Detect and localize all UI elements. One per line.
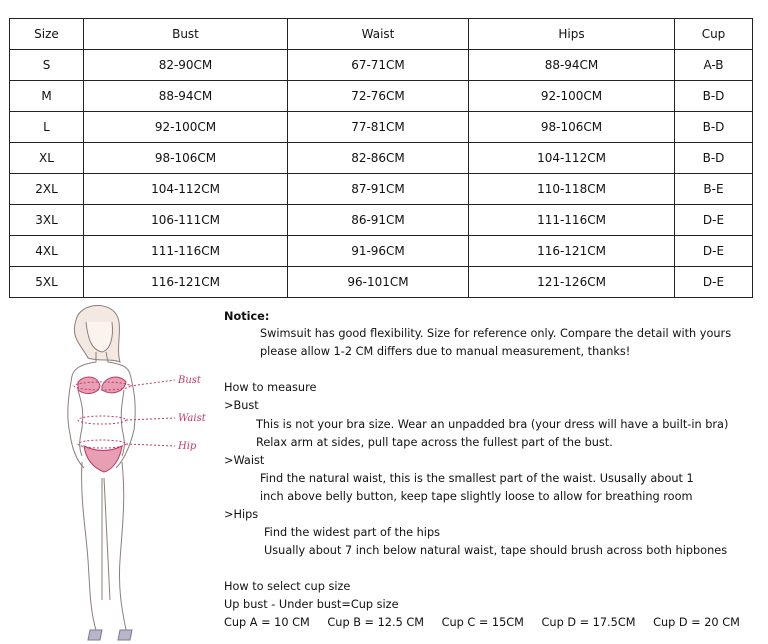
- cell-hips: 92-100CM: [469, 81, 675, 112]
- cell-cup: A-B: [675, 50, 753, 81]
- shoes-icon: [88, 630, 132, 640]
- measure-title: How to measure: [224, 381, 317, 394]
- cell-bust: 106-111CM: [84, 205, 288, 236]
- waist-measure-line: [78, 416, 126, 424]
- cell-size: S: [10, 50, 84, 81]
- cell-bust: 88-94CM: [84, 81, 288, 112]
- header-hips: Hips: [469, 19, 675, 50]
- cell-cup: D-E: [675, 236, 753, 267]
- cell-hips: 98-106CM: [469, 112, 675, 143]
- cell-size: 4XL: [10, 236, 84, 267]
- cell-hips: 110-118CM: [469, 174, 675, 205]
- cell-cup: B-D: [675, 112, 753, 143]
- cup-size-item: Cup D = 20 CM: [653, 616, 740, 629]
- cup-title: How to select cup size: [224, 580, 351, 593]
- cell-waist: 96-101CM: [288, 267, 469, 298]
- cell-hips: 88-94CM: [469, 50, 675, 81]
- cell-waist: 91-96CM: [288, 236, 469, 267]
- cell-cup: B-D: [675, 143, 753, 174]
- waist-line-1: Find the natural waist, this is the smallest part of the waist. Ususally about 1: [260, 472, 694, 485]
- cell-size: L: [10, 112, 84, 143]
- hips-line-1: Find the widest part of the hips: [264, 526, 440, 539]
- cup-size-item: Cup B = 12.5 CM: [327, 616, 424, 629]
- cell-bust: 98-106CM: [84, 143, 288, 174]
- cell-bust: 104-112CM: [84, 174, 288, 205]
- cell-waist: 72-76CM: [288, 81, 469, 112]
- table-row: [10, 81, 753, 112]
- cell-hips: 104-112CM: [469, 143, 675, 174]
- table-header-row: [10, 19, 753, 50]
- table-row: [10, 267, 753, 298]
- table-row: [10, 112, 753, 143]
- cell-bust: 111-116CM: [84, 236, 288, 267]
- cell-bust: 92-100CM: [84, 112, 288, 143]
- cup-size-item: Cup D = 17.5CM: [541, 616, 636, 629]
- waist-label: Waist: [178, 413, 206, 424]
- cell-size: 2XL: [10, 174, 84, 205]
- hips-line-2: Usually about 7 inch below natural waist, tape should brush across both hipbones: [264, 544, 728, 557]
- cell-cup: B-E: [675, 174, 753, 205]
- header-size: Size: [10, 19, 84, 50]
- cell-hips: 116-121CM: [469, 236, 675, 267]
- waist-heading: >Waist: [224, 454, 265, 467]
- table-row: [10, 174, 753, 205]
- cell-waist: 77-81CM: [288, 112, 469, 143]
- cell-cup: B-D: [675, 81, 753, 112]
- cell-size: M: [10, 81, 84, 112]
- bust-heading: >Bust: [224, 399, 259, 412]
- cell-bust: 82-90CM: [84, 50, 288, 81]
- cell-cup: D-E: [675, 205, 753, 236]
- table-row: [10, 143, 753, 174]
- table-body: [10, 50, 753, 298]
- cell-waist: 67-71CM: [288, 50, 469, 81]
- table-row: [10, 205, 753, 236]
- size-chart-table: [9, 18, 753, 298]
- notice-line-1: Swimsuit has good flexibility. Size for reference only. Compare the detail with yours: [260, 327, 732, 340]
- cell-hips: 111-116CM: [469, 205, 675, 236]
- cell-waist: 86-91CM: [288, 205, 469, 236]
- table-row: [10, 50, 753, 81]
- cell-bust: 116-121CM: [84, 267, 288, 298]
- table-row: [10, 236, 753, 267]
- header-cup: Cup: [675, 19, 753, 50]
- cell-waist: 87-91CM: [288, 174, 469, 205]
- legs-outline: [82, 462, 126, 630]
- cell-size: XL: [10, 143, 84, 174]
- cell-size: 5XL: [10, 267, 84, 298]
- cup-size-item: Cup A = 10 CM: [224, 616, 310, 629]
- hip-measure-line: [78, 440, 126, 448]
- waist-line-2: inch above belly button, keep tape slightly loose to allow for breathing room: [260, 490, 693, 503]
- notice-line-2: please allow 1-2 CM differs due to manual measurement, thanks!: [260, 345, 631, 358]
- hip-label: Hip: [178, 441, 197, 452]
- notice-title: Notice:: [224, 310, 270, 323]
- header-waist: Waist: [288, 19, 469, 50]
- hips-heading: >Hips: [224, 508, 259, 521]
- bust-label: Bust: [178, 375, 201, 386]
- cell-hips: 121-126CM: [469, 267, 675, 298]
- cell-size: 3XL: [10, 205, 84, 236]
- bust-line-2: Relax arm at sides, pull tape across the fullest part of the bust.: [256, 436, 613, 449]
- header-bust: Bust: [84, 19, 288, 50]
- body-measurement-illustration: [30, 300, 220, 644]
- bust-line-1: This is not your bra size. Wear an unpadded bra (your dress will have a built-in bra): [256, 418, 729, 431]
- cup-formula: Up bust - Under bust=Cup size: [224, 598, 399, 611]
- cell-cup: D-E: [675, 267, 753, 298]
- cup-size-list: [224, 614, 754, 632]
- bikini-top-icon: [78, 377, 126, 393]
- cell-waist: 82-86CM: [288, 143, 469, 174]
- cup-size-item: Cup C = 15CM: [441, 616, 524, 629]
